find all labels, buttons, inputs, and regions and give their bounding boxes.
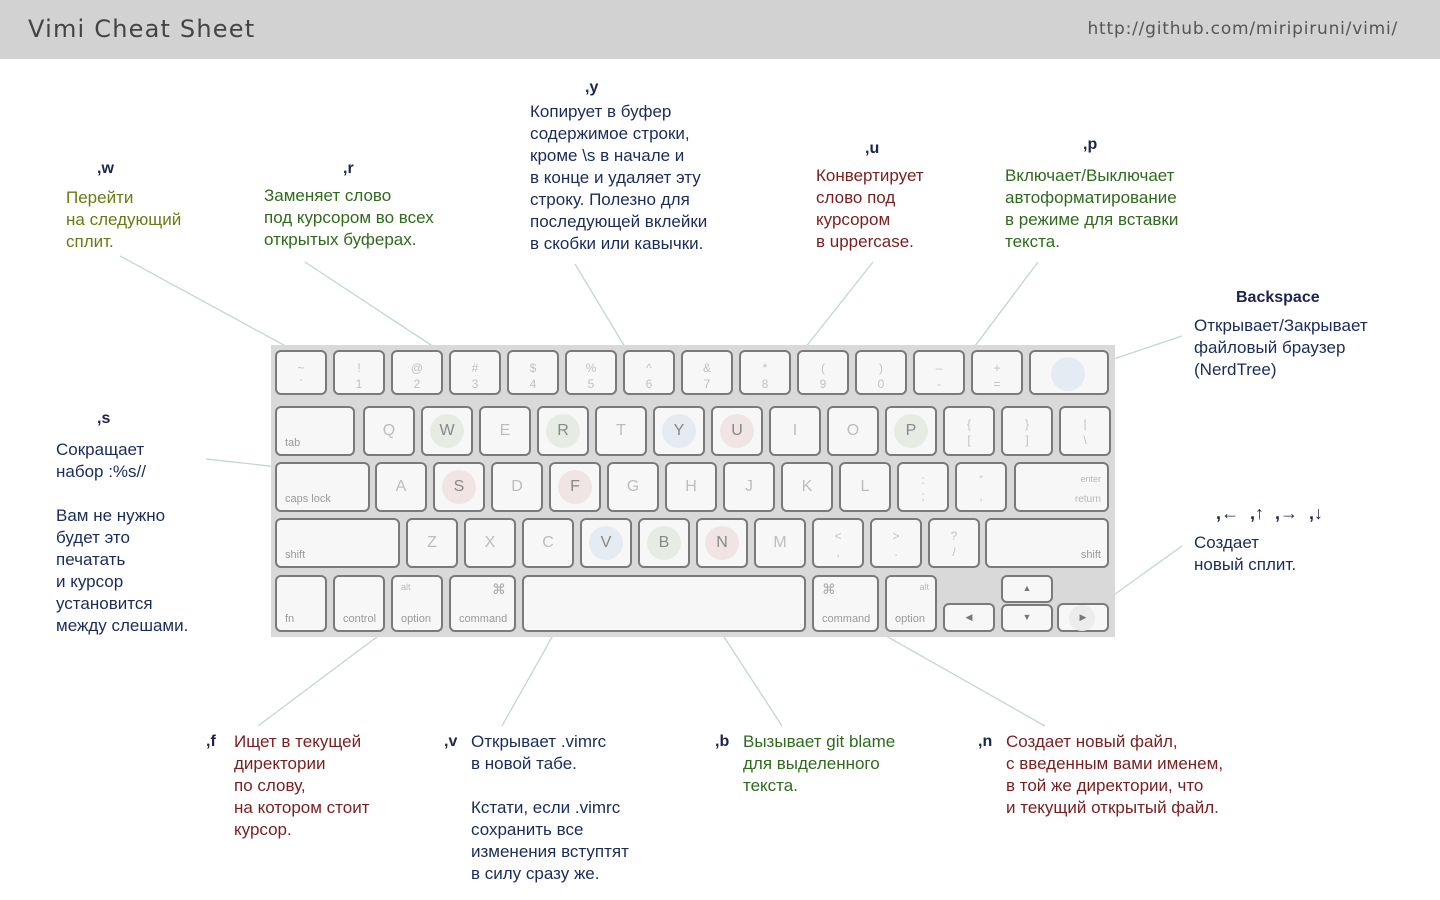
key-w <box>421 406 473 456</box>
key-9 <box>797 350 849 395</box>
key-symbol-bottom: ; <box>921 489 925 503</box>
key-letter: S <box>453 478 465 495</box>
key-symbol-bottom: , <box>979 489 983 503</box>
key-letter: X <box>484 534 496 551</box>
key-cmd-symbol-left: ⌘ <box>492 581 506 597</box>
key-o <box>827 406 879 456</box>
key-symbol-bottom: 3 <box>471 377 479 391</box>
key-letter: Y <box>673 422 685 439</box>
cmd-w: ,w <box>97 160 114 177</box>
key-symbol-top: { <box>966 417 971 431</box>
cmd-y: ,y <box>585 79 599 96</box>
key-label-shift-left: shift <box>285 549 306 561</box>
key-control <box>333 575 385 632</box>
key-symbol-bottom: = <box>993 377 1001 391</box>
key-letter: O <box>846 422 860 439</box>
key-label-enter: enter <box>1080 474 1101 484</box>
ann-arrows: Создает новый сплит. <box>1194 533 1297 574</box>
cmd-v: ,v <box>444 733 458 750</box>
key-- <box>913 350 965 395</box>
cmd-r: ,r <box>343 160 354 177</box>
key-h <box>665 462 717 512</box>
key-letter: B <box>658 534 670 551</box>
key-x <box>464 518 516 568</box>
key-` <box>275 350 327 395</box>
key-b <box>638 518 690 568</box>
key-fn <box>275 575 327 632</box>
key-i <box>769 406 821 456</box>
key-r <box>537 406 589 456</box>
arrow-right-icon: ▶ <box>1079 612 1087 622</box>
key-letter: D <box>511 478 523 495</box>
ann-w: Перейти на следующий сплит. <box>66 188 182 251</box>
key-symbol-bottom: 1 <box>355 377 363 391</box>
repo-link[interactable]: http://github.com/miripiruni/vimi/ <box>1087 19 1398 39</box>
highlight-backspace <box>1051 357 1085 391</box>
key-s <box>433 462 485 512</box>
key-symbol-top: % <box>585 361 597 375</box>
key-2 <box>391 350 443 395</box>
key-l <box>839 462 891 512</box>
key-p <box>885 406 937 456</box>
key-sym-2 <box>928 518 980 568</box>
key-symbol-bottom: 7 <box>703 377 711 391</box>
key-symbol-top: ” <box>979 473 983 487</box>
key-symbol-bottom: 6 <box>645 377 653 391</box>
key-cmd-symbol-right: ⌘ <box>822 581 836 597</box>
ann-y: Копирует в буфер содержимое строки, кроме \s в начале и в конце и удаляет эту строку. Полезно для последующей вклейки в скобки или кавычки. <box>530 102 708 253</box>
key-letter: K <box>801 478 813 495</box>
key-0 <box>855 350 907 395</box>
key-symbol-top: < <box>834 529 842 543</box>
ann-b: Вызывает git blame для выделенного текста. <box>743 732 896 795</box>
key-label-command-right: command <box>822 613 871 625</box>
cmd-f: ,f <box>206 733 216 750</box>
key-3 <box>449 350 501 395</box>
key-symbol-bottom: 0 <box>877 377 885 391</box>
key-arrow-down <box>1001 604 1053 632</box>
key-g <box>607 462 659 512</box>
arrow-down-icon: ▼ <box>1022 612 1032 622</box>
key-label-alt-left: alt <box>401 582 411 592</box>
key-enter <box>1014 462 1109 512</box>
key-label-shift-right: shift <box>1080 549 1101 561</box>
key-f <box>549 462 601 512</box>
key-label-alt-right: alt <box>919 582 929 592</box>
key-symbol-top: # <box>471 361 479 375</box>
key-z <box>406 518 458 568</box>
ann-r: Заменяет слово под курсором во всех открытых буферах. <box>264 186 434 249</box>
key-v <box>580 518 632 568</box>
cmd-n: ,n <box>978 733 993 750</box>
key-label-caps: caps lock <box>285 493 331 505</box>
key-tab <box>275 406 355 456</box>
key-letter: N <box>716 534 728 551</box>
key-arrow-right <box>1057 603 1109 632</box>
key-symbol-top: @ <box>410 361 424 375</box>
key-bracket-2 <box>1059 406 1111 456</box>
key-symbol-bottom: - <box>937 377 941 391</box>
key-letter: E <box>499 422 511 439</box>
key-letter: H <box>685 478 697 495</box>
key-letter: U <box>731 422 743 439</box>
key-q <box>363 406 415 456</box>
key-letter: J <box>745 478 753 495</box>
key-symbol-top: > <box>892 529 900 543</box>
key-symbol-top: } <box>1024 417 1029 431</box>
key-symbol-top: & <box>702 361 711 375</box>
key-symbol-bottom: \ <box>1083 433 1087 447</box>
ann-s: Сокращает набор :%s// Вам не нужно будет это печатать и курсор установится между слешами. <box>56 440 189 635</box>
key-symbol-top: * <box>762 361 768 375</box>
key-label-option-right: option <box>895 613 925 625</box>
key-letter: Z <box>427 534 437 551</box>
key-label-tab: tab <box>285 437 301 449</box>
key-n <box>696 518 748 568</box>
key-symbol-top: ~ <box>297 361 305 375</box>
key-c <box>522 518 574 568</box>
ann-n: Создает новый файл, с введенным вами именем, в той же директории, что и текущий открытый файл. <box>1006 732 1224 817</box>
key-4 <box>507 350 559 395</box>
arrow-left-icon: ◀ <box>965 612 973 622</box>
arrow-up-icon: ▲ <box>1022 583 1032 593</box>
key-symbol-bottom: 4 <box>529 377 537 391</box>
key-symbol-bottom: / <box>952 545 956 559</box>
key-sym-0 <box>812 518 864 568</box>
key-symbol-bottom: 5 <box>587 377 595 391</box>
key-option-right <box>885 575 937 632</box>
key-e <box>479 406 531 456</box>
key-space <box>522 575 806 632</box>
key-letter: P <box>905 422 917 439</box>
cmd-b: ,b <box>715 733 730 750</box>
ann-p: Включает/Выключает автоформатирование в режиме для вставки текста. <box>1005 166 1179 251</box>
key-label-control: control <box>343 613 377 625</box>
key-symbol-top: ? <box>950 529 958 543</box>
key-symbol-top: ( <box>821 361 825 375</box>
key-letter: M <box>773 534 787 551</box>
key-letter: W <box>439 422 455 439</box>
key-symbol-top: $ <box>529 361 537 375</box>
key-a <box>375 462 427 512</box>
key-command-right <box>812 575 879 632</box>
cmd-s: ,s <box>97 410 111 427</box>
key-symbol-bottom: 2 <box>413 377 421 391</box>
key-bracket-1 <box>1001 406 1053 456</box>
key-symbol-bottom: . <box>894 545 898 559</box>
key-shift-right <box>985 518 1109 568</box>
key-symbol-top: – <box>935 361 943 375</box>
key-symbol-top: : <box>921 473 925 487</box>
key-label-option-left: option <box>401 613 431 625</box>
key-letter: A <box>395 478 407 495</box>
ann-backspace: Открывает/Закрывает файловый браузер (NerdTree) <box>1194 316 1368 379</box>
key-shift-left <box>275 518 400 568</box>
key-sym-1 <box>870 518 922 568</box>
key-symbol-bottom: ] <box>1025 433 1029 447</box>
key-arrow-left <box>943 603 995 632</box>
key-letter: Q <box>382 422 396 439</box>
key-y <box>653 406 705 456</box>
ann-u: Конвертирует слово под курсором в uppercase. <box>816 166 924 251</box>
key-letter: R <box>557 422 569 439</box>
key-label-return: return <box>1074 494 1101 505</box>
key-symbol-bottom: , <box>836 545 840 559</box>
key-letter: G <box>626 478 640 495</box>
key-k <box>781 462 833 512</box>
key-caps-lock <box>275 462 370 512</box>
cmd-arrows: ,← ,↑ ,→ ,↓ <box>1216 503 1324 523</box>
ann-v: Открывает .vimrc в новой табе. Кстати, если .vimrc сохранить все изменения вступтят в силу сразу же. <box>471 732 629 883</box>
key-j <box>723 462 775 512</box>
key-letter: T <box>616 422 626 439</box>
key-symbol-top: ) <box>879 361 883 375</box>
key-symbol-top: ! <box>357 361 361 375</box>
key-1 <box>333 350 385 395</box>
key-d <box>491 462 543 512</box>
key-punct-0 <box>897 462 949 512</box>
key-arrow-up <box>1001 575 1053 603</box>
key-6 <box>623 350 675 395</box>
key-8 <box>739 350 791 395</box>
keyboard <box>271 345 1115 637</box>
key-command-left <box>449 575 516 632</box>
key-symbol-bottom: ` <box>299 377 303 391</box>
key-letter: F <box>570 478 580 495</box>
key-label-command-left: command <box>459 613 508 625</box>
key-symbol-top: + <box>993 361 1001 375</box>
key-7 <box>681 350 733 395</box>
key-t <box>595 406 647 456</box>
key-u <box>711 406 763 456</box>
ann-f: Ищет в текущей директории по слову, на котором стоит курсор. <box>234 732 370 839</box>
key-letter: I <box>792 422 798 439</box>
key-m <box>754 518 806 568</box>
cmd-u: ,u <box>865 140 880 157</box>
key-letter: C <box>542 534 554 551</box>
key-symbol-top: ^ <box>646 361 652 375</box>
page-title: Vimi Cheat Sheet <box>28 15 256 43</box>
key-= <box>971 350 1023 395</box>
key-punct-1 <box>955 462 1007 512</box>
key-symbol-bottom: 9 <box>819 377 827 391</box>
key-label-fn: fn <box>285 613 295 625</box>
key-symbol-top: | <box>1083 417 1087 431</box>
key-letter: V <box>600 534 612 551</box>
key-5 <box>565 350 617 395</box>
key-option-left <box>391 575 443 632</box>
cmd-backspace: Backspace <box>1236 289 1320 306</box>
key-letter: L <box>860 478 870 495</box>
key-symbol-bottom: [ <box>967 433 971 447</box>
key-symbol-bottom: 8 <box>761 377 769 391</box>
cmd-p: ,p <box>1083 136 1098 153</box>
key-backspace <box>1029 350 1109 395</box>
key-bracket-0 <box>943 406 995 456</box>
